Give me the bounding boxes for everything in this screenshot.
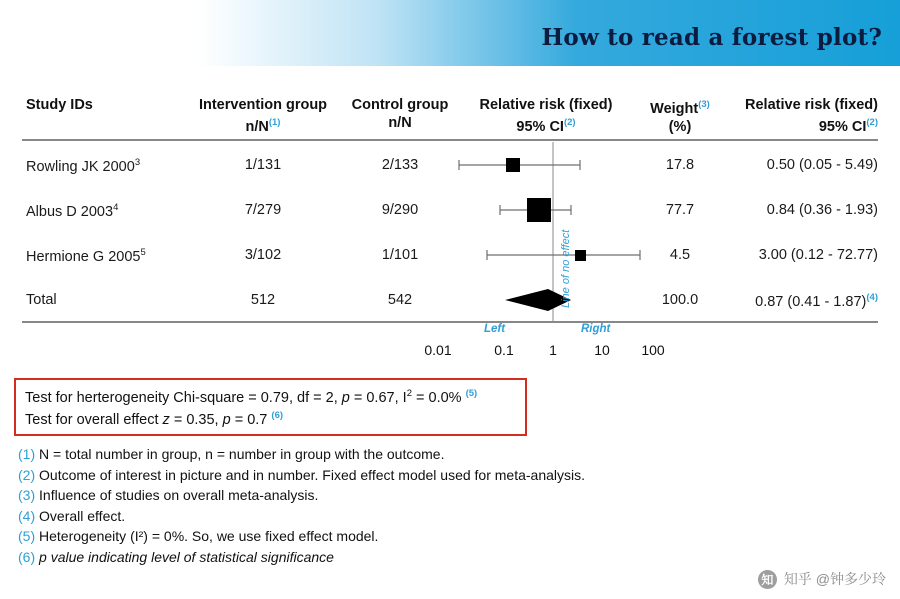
table-row-study-label: Albus D 2003$^4$	[26, 202, 119, 220]
footnote-ref-6: (6)	[271, 410, 284, 421]
footnote-ref-3: (3)	[698, 99, 710, 110]
forest-plot-graphic	[0, 80, 900, 370]
footnote-item: (3) Influence of studies on overall meta-analysis.	[18, 487, 319, 503]
footnote-item: (5) Heterogeneity (I²) = 0%. So, we use fixed effect model.	[18, 528, 379, 544]
footnote-ref-5: (5)	[465, 388, 478, 399]
watermark	[758, 569, 886, 589]
forest-plot-table	[0, 80, 900, 370]
watermark-text: 知乎 @钟多少玲	[783, 571, 886, 587]
overall-effect-test-line: Test for overall effect z = 0.35, p = 0.7 $^{(6)}$	[25, 410, 284, 428]
axis-tick-0: 0.01	[424, 342, 452, 358]
watermark-logo-icon: 知	[758, 570, 777, 589]
table-row-rr: 0.84 (0.36 - 1.93)	[766, 202, 878, 218]
footnote-ref-1: (1)	[268, 117, 281, 128]
column-header-control-l2: n/N	[388, 115, 412, 131]
footnote-ref-2b: (2)	[866, 117, 878, 128]
footnotes-list	[18, 444, 718, 567]
header-banner	[0, 0, 900, 66]
footnote-ref-2a: (2)	[563, 117, 576, 128]
table-row-total-weight: 100.0	[661, 292, 699, 308]
statistics-box	[14, 378, 527, 436]
footnote-item: (1) N = total number in group, n = number in group with the outcome.	[18, 446, 445, 462]
table-row-weight: 77.7	[665, 202, 695, 218]
table-row-control: 2/133	[381, 157, 419, 173]
page-title: How to read a forest plot?	[541, 24, 882, 51]
column-header-intervention-l1: Intervention group	[198, 97, 328, 113]
column-header-weight-l2: (%)	[668, 118, 692, 135]
column-header-rr-plot-l2: 95% CI	[516, 118, 564, 135]
table-row-intervention: 1/131	[244, 157, 282, 173]
table-row-rr: 0.50 (0.05 - 5.49)	[766, 157, 878, 173]
footnote-item: (6) p value indicating level of statistical significance	[18, 548, 334, 565]
table-row-weight: 4.5	[669, 247, 691, 263]
heterogeneity-test-line: Test for herterogeneity Chi-square = 0.79, df = 2, p = 0.67, $I^2 = 0.0\%$ $^{(5)}$	[25, 388, 478, 406]
table-row-study-label: Rowling JK 2000$^3$	[26, 157, 141, 175]
footnote-item: (2) Outcome of interest in picture and in number. Fixed effect model used for meta-analysis.	[18, 466, 586, 483]
table-row-control: 1/101	[381, 247, 419, 263]
table-row-rr: 3.00 (0.12 - 72.77)	[758, 247, 878, 263]
column-header-study-ids-label: Study IDs	[26, 97, 93, 113]
table-row-total-control: 542	[387, 292, 413, 308]
table-row-total-label: Total	[26, 292, 57, 308]
footnote-ref-4: (4)	[866, 292, 878, 303]
table-row-total-intervention: 512	[250, 292, 276, 308]
column-header-rr-plot-l1: Relative risk (fixed)	[479, 97, 613, 113]
table-row-intervention: 3/102	[244, 247, 282, 263]
table-row-intervention: 7/279	[244, 202, 282, 218]
column-header-intervention-l2: n/N	[245, 118, 269, 135]
axis-tick-3: 10	[594, 342, 610, 358]
column-header-control-l1: Control group	[351, 97, 449, 113]
table-row-study-label: Hermione G 2005$^5$	[26, 247, 146, 265]
column-header-rr-numeric-l1: Relative risk (fixed)	[745, 97, 878, 113]
axis-tick-4: 100	[641, 342, 665, 358]
column-header-rr-numeric-l2: 95% CI	[818, 118, 867, 135]
axis-tick-1: 0.1	[494, 342, 514, 358]
footnote-item: (4) Overall effect.	[18, 507, 126, 524]
left-direction-label: Left	[484, 323, 506, 335]
column-header-weight-l1: Weight	[650, 100, 699, 117]
line-of-no-effect-label: Line of no effect	[560, 229, 572, 308]
table-row-total-rr: 0.87 (0.41 - 1.87)$^{(4)}$	[755, 292, 878, 310]
table-row-weight: 17.8	[665, 157, 695, 173]
table-row-control: 9/290	[381, 202, 419, 218]
axis-tick-2: 1	[549, 342, 557, 358]
right-direction-label: Right	[581, 323, 611, 335]
